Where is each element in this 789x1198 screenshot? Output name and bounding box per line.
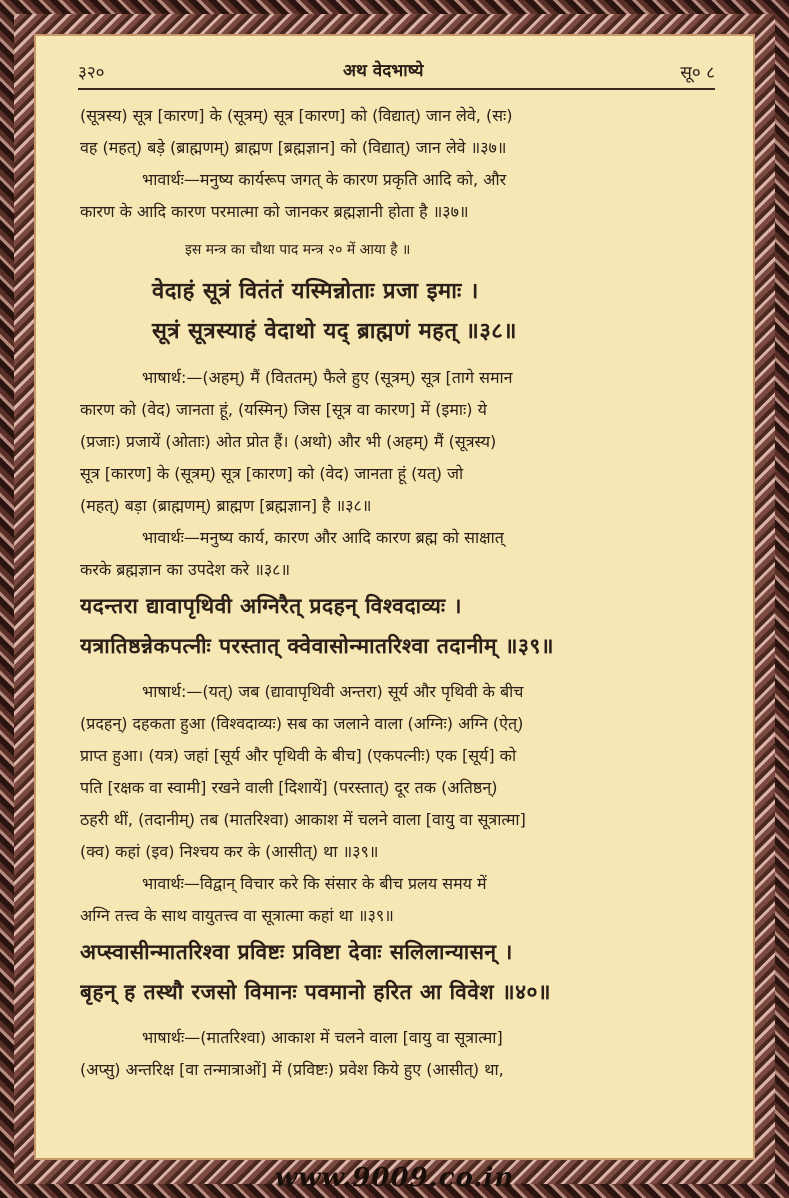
text-line: सूत्र [कारण] के (सूत्रम्) सूत्र [कारण] को (वेद) जानता हूं (यत्) जो [80,464,464,483]
text-line: कारण को (वेद) जानता हूं, (यस्मिन्) जिस [सूत्र वा कारण] में (इमाः) ये [80,400,487,419]
mantra-line: सूत्रं सूत्रस्याहं वेदाथो यद् ब्राह्मणं महत् ॥३८॥ [152,319,517,344]
page-number: ३२० [78,63,105,83]
mantra-line: वेदाहं सूत्रं वितंतं यस्मिन्नोताः प्रजा इमाः । [152,279,479,304]
editor-note: इस मन्त्र का चौथा पाद मन्त्र २० में आया है ॥ [185,242,411,258]
text-line: भावार्थः—मनुष्य कार्यरूप जगत् के कारण प्रकृति आदि को, और [142,170,507,189]
text-line: ठहरी थीं, (तदानीम्) तब (मातरिश्वा) आकाश में चलने वाला [वायु वा सूत्रात्मा] [80,810,526,829]
mantra-line: अप्स्वासीन्मातरिश्वा प्रविष्टः प्रविष्टा देवाः सलिलान्यासन् । [80,940,513,964]
mantra-line: यदन्तरा द्यावापृथिवी अग्निरैत् प्रदहन् विश्वदाव्यः । [80,594,462,618]
text-line: (अप्सु) अन्तरिक्ष [वा तन्मात्राओं] में (प्रविष्टः) प्रवेश किये हुए (आसीत्) था, [80,1060,504,1079]
text-line: भाषार्थ:—(अहम्) मैं (विततम्) फैले हुए (सूत्रम्) सूत्र [तागे समान [142,368,513,387]
page-body [80,100,721,1086]
text-line: भाषार्थ:—(यत्) जब (द्यावापृथिवी अन्तरा) सूर्य और पृथिवी के बीच [142,682,524,701]
mantra-line: यत्रातिष्ठन्नेकपत्नीः परस्तात् क्वेवासोन्मातरिश्वा तदानीम् ॥३९॥ [80,634,554,658]
text-line: भाषार्थः—(मातरिश्वा) आकाश में चलने वाला [वायु वा सूत्रात्मा] [142,1028,503,1047]
text-line: (महत्) बड़ा (ब्राह्मणम्) ब्राह्मण [ब्रह्मज्ञान] है ॥३८॥ [80,496,372,515]
mantra-line: बृहन् ह तस्थौ रजसो विमानः पवमानो हरित आ विवेश ॥४०॥ [80,980,552,1004]
text-line: (क्व) कहां (इव) निश्चय कर के (आसीत्) था ॥३९॥ [80,842,379,861]
text-line: वह (महत्) बड़े (ब्राह्मणम्) ब्राह्मण [ब्रह्मज्ञान] को (विद्यात्) जान लेवे ॥३७॥ [80,138,507,157]
website-footer: www.9009.co.in [274,1163,515,1193]
text-line: भावार्थः—मनुष्य कार्य, कारण और आदि कारण ब्रह्म को साक्षात् [142,528,504,547]
text-line: (प्रजाः) प्रजायें (ओताः) ओत प्रोत हैं। (अथो) और भी (अहम्) मैं (सूत्रस्य) [80,432,497,451]
text-line: भावार्थः—विद्वान् विचार करे कि संसार के बीच प्रलय समय में [142,874,487,893]
text-line: कारण के आदि कारण परमात्मा को जानकर ब्रह्मज्ञानी होता है ॥३७॥ [80,202,469,221]
running-title: अथ वेदभाष्ये [343,61,424,81]
text-line: अग्नि तत्त्व के साथ वायुतत्त्व वा सूत्रात्मा कहां था ॥३९॥ [80,906,394,925]
text-line: करके ब्रह्मज्ञान का उपदेश करे ॥३८॥ [80,560,291,579]
text-line: (प्रदहन्) दहकता हुआ (विश्वदाव्यः) सब का जलाने वाला (अग्निः) अग्नि (ऐत्) [80,714,524,733]
text-line: (सूत्रस्य) सूत्र [कारण] के (सूत्रम्) सूत्र [कारण] को (विद्यात्) जान लेवे, (सः) [80,106,513,125]
book-page [34,34,755,1160]
text-line: पति [रक्षक वा स्वामी] रखने वाली [दिशायें] (परस्तात्) दूर तक (अतिष्ठन्) [80,778,498,797]
section-number: सू० ८ [680,63,715,83]
page-header [78,56,715,86]
header-rule [78,88,715,90]
text-line: प्राप्त हुआ। (यत्र) जहां [सूर्य और पृथिवी के बीच] (एकपत्नीः) एक [सूर्य] को [80,746,517,765]
